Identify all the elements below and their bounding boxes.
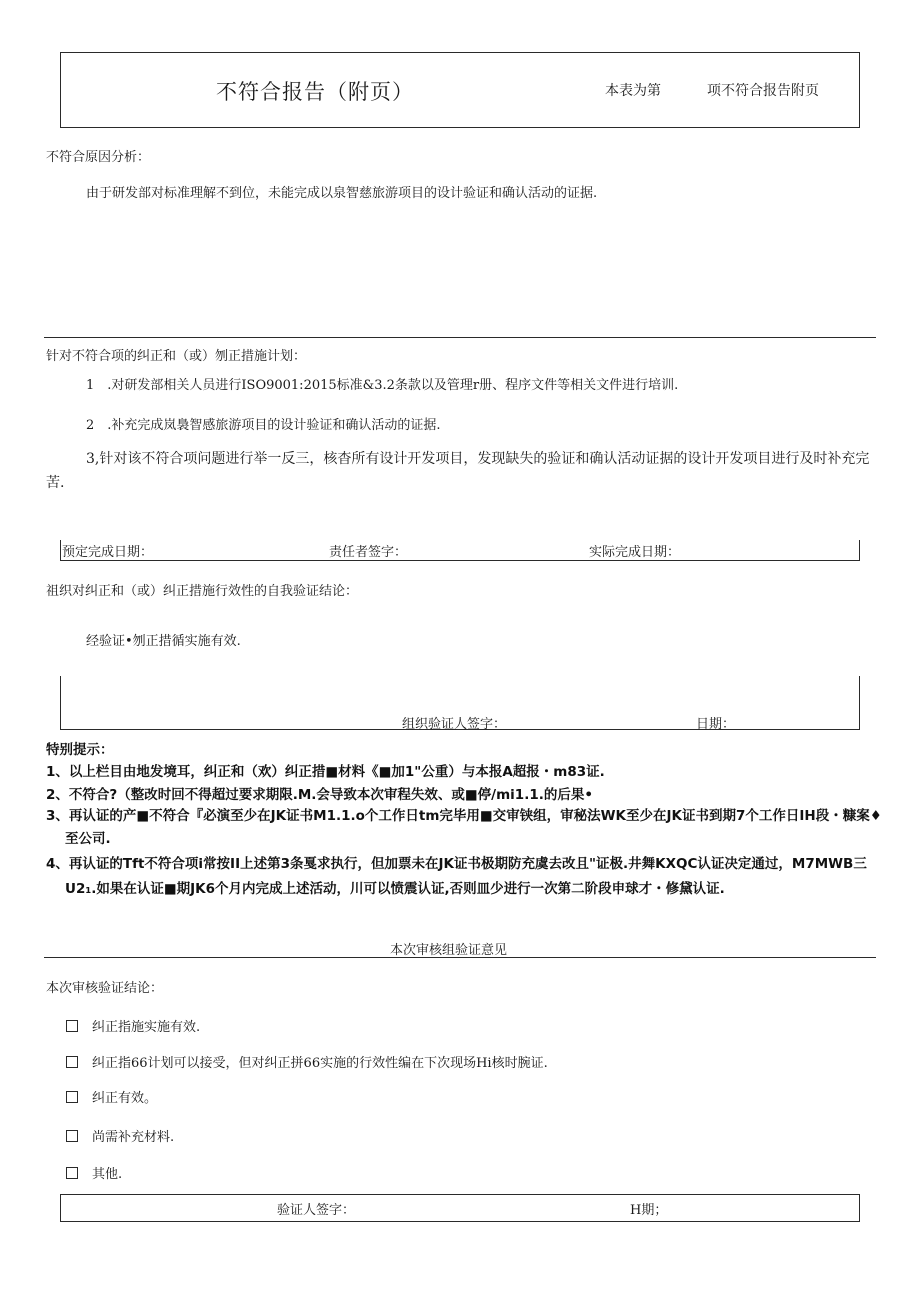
note-4: 4、再认证的Tft不符合项i常按II上述第3条戛求执行，但加票未在JK证书极期防充虞去改且"证极.井舞KXQC认证决定通过，M7MWB三U2₁.如果在认证■期JK6个月内完成上述活动，川可以愤震认证,否则皿少进行一次第二阶段申球才・修黛认证.: [46, 856, 867, 897]
checkbox-icon[interactable]: [66, 1056, 78, 1068]
divider: [44, 337, 876, 338]
audit-option-corrected[interactable]: [66, 1087, 157, 1106]
cause-label: 不符合原因分析：: [46, 150, 151, 165]
attachment-number-prefix: 本表为第: [605, 83, 661, 99]
note-2: 2、不符合?（整改时回不得超过要求期限.M.会导致本次审程失效、或■停/mi1.1.的后果•: [46, 787, 593, 803]
notes-label: 特别提示：: [46, 742, 114, 758]
attachment-number-suffix: 项不符合报告附页: [707, 83, 819, 99]
responsible-signature-label: 责任者签字：: [329, 545, 408, 560]
report-title: 不符合报告（附页）: [216, 80, 414, 104]
option-label: 纠正指施实施有效.: [92, 1020, 201, 1035]
self-verify-signer-label: 组织验证人签字：: [402, 717, 507, 732]
audit-option-need-materials[interactable]: [66, 1126, 174, 1145]
audit-option-plan-acceptable[interactable]: [66, 1052, 548, 1071]
audit-conclusion-label: 本次审核验证结论：: [46, 981, 164, 996]
plan-item-2: 2 .补充完成岚裊智感旅游项目的设计验证和确认活动的证据.: [86, 418, 441, 433]
actual-date-label: 实际完成日期：: [589, 545, 681, 560]
audit-option-other[interactable]: [66, 1163, 122, 1182]
dates-row: [60, 540, 860, 561]
audit-option-effective[interactable]: [66, 1016, 200, 1035]
option-label: 尚需补充材料.: [92, 1130, 175, 1145]
cause-text: 由于研发部对标准理解不到位，未能完成以泉智慈旅游项目的设计验证和确认活动的证据.: [86, 186, 598, 201]
auditor-signature-label: 验证人签字：: [277, 1203, 356, 1218]
note-3: 3、再认证的产■不符合『必演至少在JK证书M1.1.o个工作日tm完毕用■交审铗组，审秘法WK至少在JK证书到期7个工作日IH段・糠案♦至公司.: [46, 808, 882, 847]
auditor-date-label: H期；: [630, 1203, 668, 1218]
checkbox-icon[interactable]: [66, 1091, 78, 1103]
plan-item-1: 1 .对研发部相关人员进行ISO9001:2015标准&3.2条款以及管理r册、程序文件等相关文件进行培训.: [86, 378, 679, 393]
option-label: 其他.: [92, 1167, 123, 1182]
audit-heading: 本次审核组验证意见: [390, 943, 508, 958]
self-verify-date-label: 日期：: [696, 717, 736, 732]
self-verify-label: 祖织对纠正和（或）纠正措施行效性的自我验证结论：: [46, 584, 359, 599]
note-1: 1、以上栏目由地发境耳，纠正和（欢）纠正措■材料《■加1"公重）与本报A超报・m83证.: [46, 764, 605, 780]
audit-sign-box: [60, 1194, 860, 1222]
checkbox-icon[interactable]: [66, 1167, 78, 1179]
plan-label: 针对不符合项的纠正和（或）刎正措施计划：: [46, 349, 307, 364]
checkbox-icon[interactable]: [66, 1020, 78, 1032]
checkbox-icon[interactable]: [66, 1130, 78, 1142]
option-label: 纠正有效。: [92, 1091, 158, 1106]
option-label: 纠正指66计划可以接受，但对纠正拼66实施的行效性编在下次现场Hi核时腕证.: [92, 1056, 548, 1071]
plan-item-3: 3,针对该不符合项问题进行举一反三，核杳所有设计开发项目，发现缺失的验证和确认活动证据的设计开发项目进行及时补充完苦.: [46, 451, 870, 491]
planned-date-label: 预定完成日期：: [62, 545, 154, 560]
self-verify-text: 经验证•刎正措循实施有效.: [86, 634, 241, 649]
divider: [44, 957, 876, 958]
